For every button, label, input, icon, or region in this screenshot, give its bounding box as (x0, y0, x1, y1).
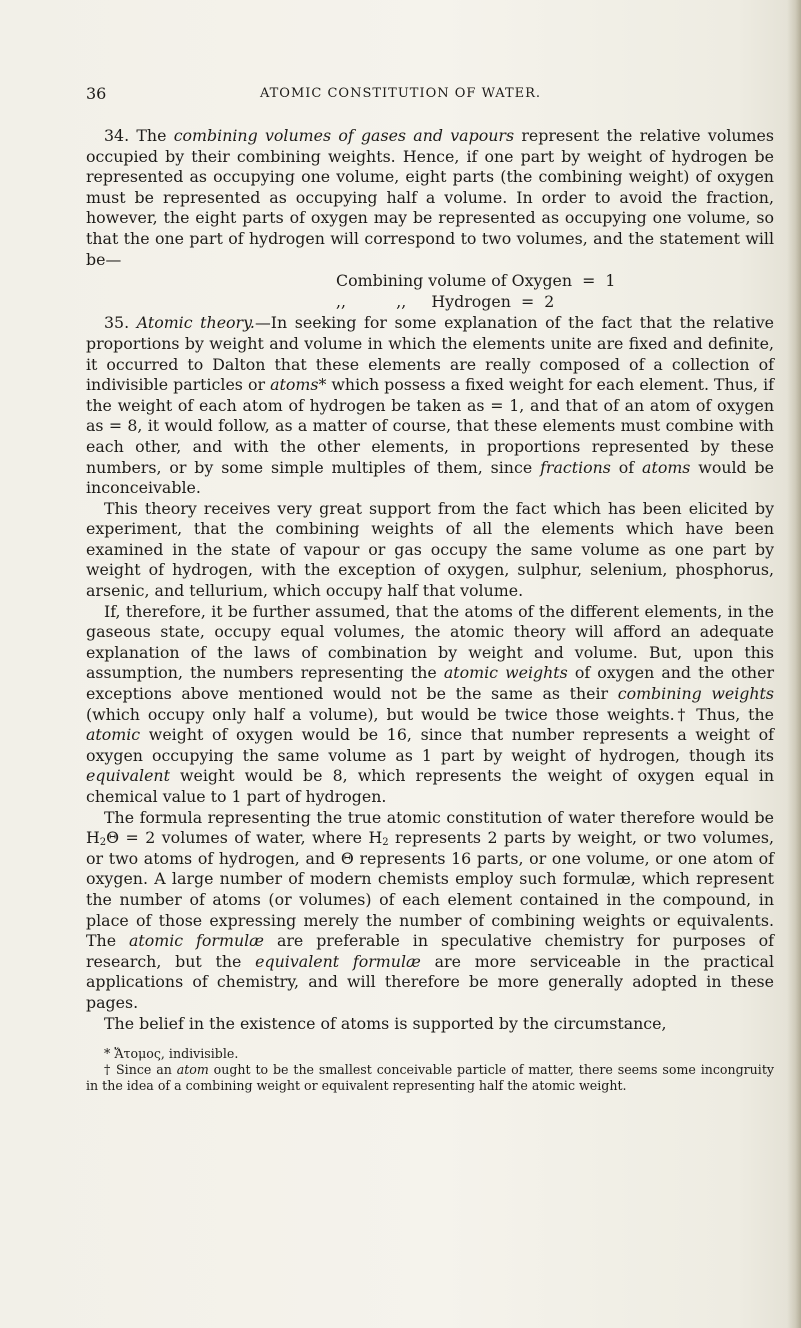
section-number: 35. (104, 313, 130, 333)
table-row: Combining volume of Oxygen = 1 (336, 271, 616, 291)
paragraph-assumption: If, therefore, it be further assumed, that the atoms of the different elements, in the gaseous state, occupy equal volumes, the atomic theory will afford an adequate explanation of the laws of combination by weight and volume. But, upon this assumption, the numbers representing the atomic weights of oxygen and the other exceptions above mentioned would not be the same as their combining weights (which occupy only half a volume), but would be twice those weights.† Thus, the atomic weight of oxygen would be 16, since that number represents a weight of oxygen occupying the same volume as 1 part by weight of hydrogen, though its equivalent weight would be 8, which represents the weight of oxygen equal in chemical value to 1 part of hydrogen. (86, 601, 775, 806)
page-edge-shadow (787, 0, 801, 1328)
paragraph-34: 34. The combining volumes of gases and vapours represent the relative volumes occupied by their combining weights. Hence, if one part by weight of hydrogen be represented as occupying one volume, eight parts (the combining weight) of oxygen must be represented as occupying half a volume. In order to avoid the fraction, however, the eight parts of oxygen may be represented as occupying one volume, so that the one part of hydrogen will correspond to two volumes, and the statement will be— (86, 126, 774, 269)
footnote-dagger: † Since an atom ought to be the smallest conceivable particle of matter, there seems some incongruity in the idea of a combining weight or equivalent representing half the atomic weight. (86, 1062, 774, 1094)
body-text (86, 126, 774, 1094)
paragraph-belief: The belief in the existence of atoms is supported by the circumstance, (104, 1013, 667, 1033)
footnote-marker: † (674, 704, 689, 724)
running-title: ATOMIC CONSTITUTION OF WATER. (259, 86, 542, 101)
section-title: combining volumes of gases and vapours (173, 126, 515, 145)
footnote-star: * Ἄτομος, indivisible. (104, 1046, 239, 1062)
page-header (0, 84, 801, 108)
paragraph-theory-support: This theory receives very great support from the fact which has been elicited by experiment, that the combining weights of all the elements which have been examined in the state of vapour or gas occupy the same volume as one part by weight of hydrogen, with the exception of oxygen, sulphur, selenium, phosphorus, arsenic, and tellurium, which occupy half that volume. (86, 498, 774, 601)
footnotes (86, 1046, 774, 1094)
footnote-marker: * (318, 375, 327, 395)
section-title: Atomic theory. (136, 313, 255, 333)
paragraph-formula: The formula representing the true atomic constitution of water therefore would be $H_2\Theta = 2$ volumes of water, where $H_2$ represents 2 parts by weight, or two volumes, or two atoms of hydrogen, and Θ represents 16 parts, or one volume, or one atom of oxygen. A large number of modern chemists employ such formulæ, which represent the number of atoms (or volumes) of each element contained in the compound, in place of those expressing merely the number of combining weights or equivalents. The atomic formulæ are preferable in speculative chemistry for purposes of research, but the equivalent formulæ are more serviceable in the practical applications of chemistry, and will therefore be more generally adopted in these pages. (86, 807, 775, 1012)
paragraph-35: 35. Atomic theory.—In seeking for some explanation of the fact that the relative proportions by weight and volume in which the elements unite are fixed and definite, it occurred to Dalton that these elements are really composed of a collection of indivisible particles or atoms* which possess a fixed weight for each element. Thus, if the weight of each atom of hydrogen be taken as = 1, and that of an atom of oxygen as = 8, it would follow, as a matter of course, that these elements must combine with each other, and with the other elements, in proportions represented by these numbers, or by some simple multiples of them, since fractions of atoms would be inconceivable. (86, 313, 775, 498)
section-number: 34. (104, 126, 130, 145)
table-row: ,, ,, Hydrogen = 2 (336, 291, 555, 311)
page-number: 36 (86, 84, 107, 103)
combining-volume-table (86, 271, 774, 312)
